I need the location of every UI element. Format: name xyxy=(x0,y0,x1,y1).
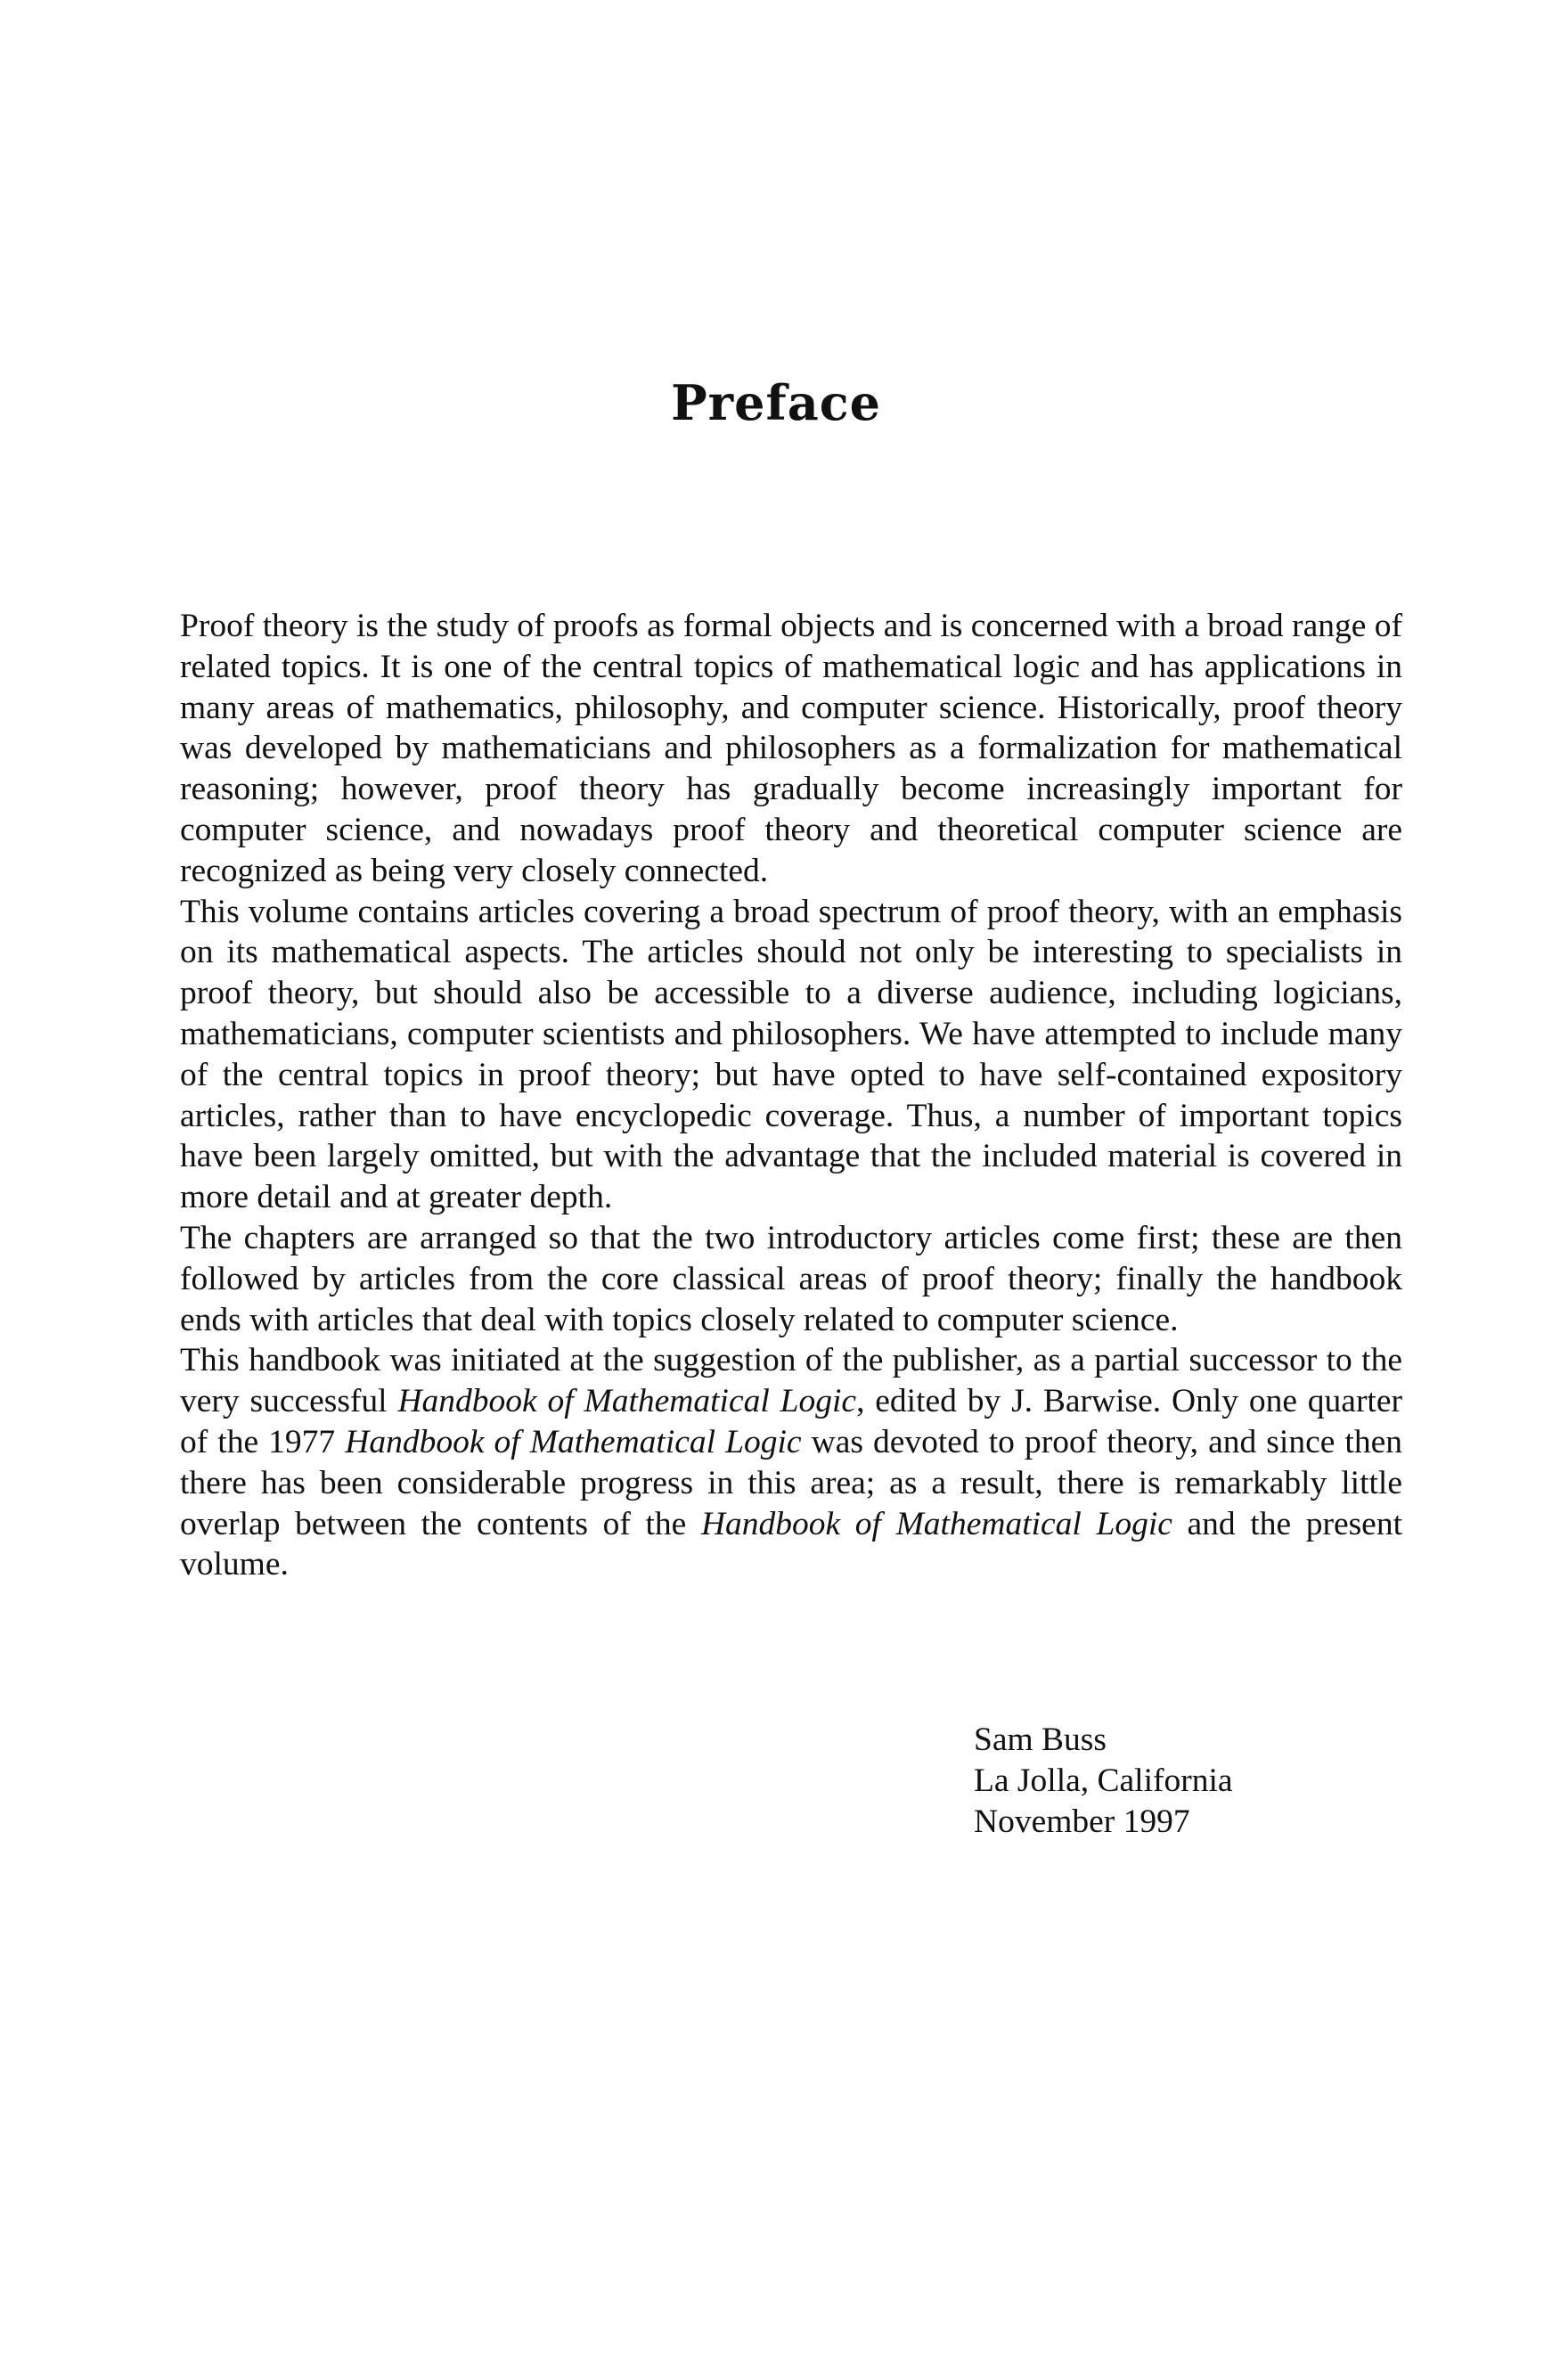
author-name: Sam Buss xyxy=(974,1722,1107,1758)
signature-block xyxy=(974,1720,1233,1843)
paragraph-4 xyxy=(180,1340,1402,1585)
author-location: La Jolla, California xyxy=(974,1763,1233,1799)
book-title: Handbook of Mathematical Logic xyxy=(345,1423,802,1460)
preface-body xyxy=(180,606,1402,1585)
book-title: Handbook of Mathematical Logic xyxy=(397,1383,857,1420)
book-title: Handbook of Mathematical Logic xyxy=(700,1505,1172,1542)
preface-date: November 1997 xyxy=(974,1803,1190,1840)
paragraph-3: The chapters are arranged so that the two introductory articles come first; these are then followed by articles from the core classical areas of proof theory; finally the handbook ends with articles that deal with topics closely related to computer science. xyxy=(180,1219,1402,1338)
paragraph-4-text: was devoted to proof theory, and since then there has been considerable progress in this area; as a result, there is remarkably little overlap between the contents of the xyxy=(180,1423,1402,1542)
paragraph-4-text: and the present volume. xyxy=(180,1505,1402,1583)
paragraph-2: This volume contains articles covering a broad spectrum of proof theory, with an emphasis on its mathematical aspects. The articles should not only be interesting to specialists in proof theory, but should also be accessible to a diverse audience, including logicians, mathematicians, computer scientists and philosophers. We have attempted to include many of the central topics in proof theory; but have opted to have self-contained expository articles, rather than to have encyclopedic coverage. Thus, a number of important topics have been largely omitted, but with the advantage that the included material is covered in more detail and at greater depth. xyxy=(180,893,1402,1216)
paragraph-4-text: , edited by J. Barwise. Only one quarter of the 1977 xyxy=(180,1383,1402,1460)
paragraph-1: Proof theory is the study of proofs as formal objects and is concerned with a broad range of related topics. It is one of the central topics of mathematical logic and has applications in many areas of mathematics, philosophy, and computer science. Historically, proof theory was developed by mathematicians and philosophers as a formalization for mathematical reasoning; however, proof theory has gradually become increasingly important for computer science, and nowadays proof theory and theoretical computer science are recognized as being very closely connected. xyxy=(180,608,1402,889)
page-title: Preface xyxy=(671,374,881,431)
paragraph-4-text: This handbook was initiated at the suggestion of the publisher, as a partial successor to the very successful xyxy=(180,1342,1402,1420)
